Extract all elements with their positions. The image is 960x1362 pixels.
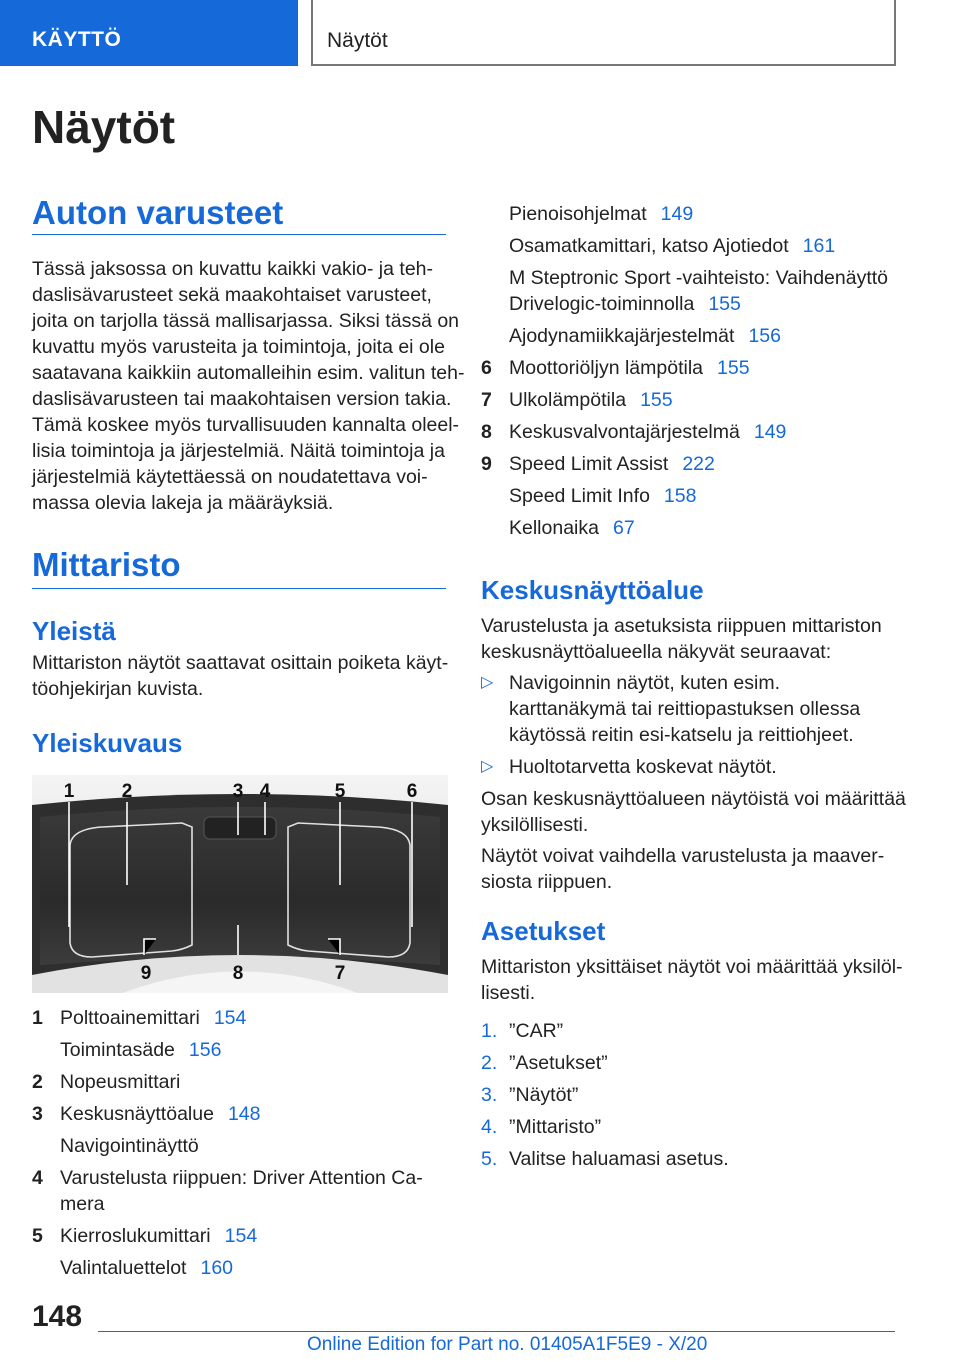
page-ref-link[interactable]: 160	[200, 1257, 234, 1279]
footer-rule	[98, 1331, 895, 1332]
header-section-label: KÄYTTÖ	[32, 28, 122, 51]
callout-1: 1	[63, 781, 75, 802]
paragraph-asetukset-intro: Mittariston yksittäiset näytöt voi määrittää yksilöl- lisesti.	[481, 956, 903, 1004]
page-ref-link[interactable]: 67	[612, 517, 635, 539]
header-section-tab	[0, 0, 298, 66]
paragraph-yleista: Mittariston näytöt saattavat osittain poiketa käyt- töohjekirjan kuvista.	[32, 652, 449, 700]
page-ref-link[interactable]: 161	[802, 235, 836, 257]
heading-auton-varusteet: Auton varusteet	[32, 194, 284, 231]
page-ref-link[interactable]: 222	[682, 453, 715, 475]
callout-4: 4	[259, 781, 271, 802]
paragraph-keskusnayttoalue-custom: Osan keskusnäyttöalueen näytöistä voi määrittää yksilöllisesti.	[481, 788, 906, 836]
heading-rule	[32, 588, 446, 589]
page-ref-link[interactable]: 155	[717, 357, 750, 379]
page-number: 148	[32, 1300, 83, 1333]
page-ref-link[interactable]: 156	[748, 325, 781, 347]
page-ref-link[interactable]: 148	[227, 1103, 261, 1125]
footer-edition: Online Edition for Part no. 01405A1F5E9 - X/20	[307, 1334, 708, 1355]
callout-8: 8	[232, 963, 244, 984]
page-ref-link[interactable]: 154	[213, 1007, 247, 1029]
triangle-bullet-icon: ▷	[481, 758, 494, 775]
header-chapter-box	[311, 0, 896, 66]
paragraph-keskusnayttoalue-variation: Näytöt voivat vaihdella varustelusta ja maaver- siosta riippuen.	[481, 845, 885, 893]
subheading-yleiskuvaus: Yleiskuvaus	[32, 728, 183, 758]
callout-6: 6	[406, 781, 418, 802]
page-ref-link[interactable]: 149	[660, 203, 694, 225]
callout-3: 3	[232, 781, 244, 802]
paragraph-keskusnayttoalue-intro: Varustelusta ja asetuksista riippuen mittariston keskusnäyttöalueella näkyvät seuraavat:	[481, 615, 882, 663]
page-title: Näytöt	[32, 101, 176, 153]
subheading-keskusnayttoalue: Keskusnäyttöalue	[481, 575, 704, 605]
callout-9: 9	[140, 963, 152, 984]
subheading-asetukset: Asetukset	[481, 916, 606, 946]
subheading-yleista: Yleistä	[32, 616, 116, 646]
header-chapter-label: Näytöt	[327, 29, 388, 52]
heading-mittaristo: Mittaristo	[32, 546, 181, 583]
triangle-bullet-icon: ▷	[481, 674, 494, 691]
callout-7: 7	[334, 963, 346, 984]
page-ref-link[interactable]: 155	[708, 293, 741, 315]
page-ref-link[interactable]: 149	[753, 421, 787, 443]
page-ref-link[interactable]: 154	[224, 1225, 258, 1247]
heading-rule	[32, 234, 446, 235]
paragraph-auton-varusteet: Tässä jaksossa on kuvattu kaikki vakio- ja teh- daslisävarusteet sekä maakohtaiset varusteet, joita on tarjolla tässä mallisarjassa. Siksi tässä on kuvattu myös varusteita ja toimintoja, joita ei ole saatavana kaikkiin automalleihin esim. valitun teh- daslisävarusteen tai maakohtaisen version takia. Tämä koskee myös turvallisuuden kannalta oleel- lisia toimintoja ja järjestelmiä. Näitä toimintoja ja järjestelmiä käytettäessä on noudatettava voi- massa olevia lakeja ja määräyksiä.	[32, 258, 465, 514]
instrument-cluster-illustration	[32, 775, 448, 993]
page-ref-link[interactable]: 158	[663, 485, 697, 507]
page-ref-link[interactable]: 156	[188, 1039, 222, 1061]
page-ref-link[interactable]: 155	[640, 389, 673, 411]
callout-5: 5	[334, 781, 346, 802]
callout-2: 2	[121, 781, 133, 802]
